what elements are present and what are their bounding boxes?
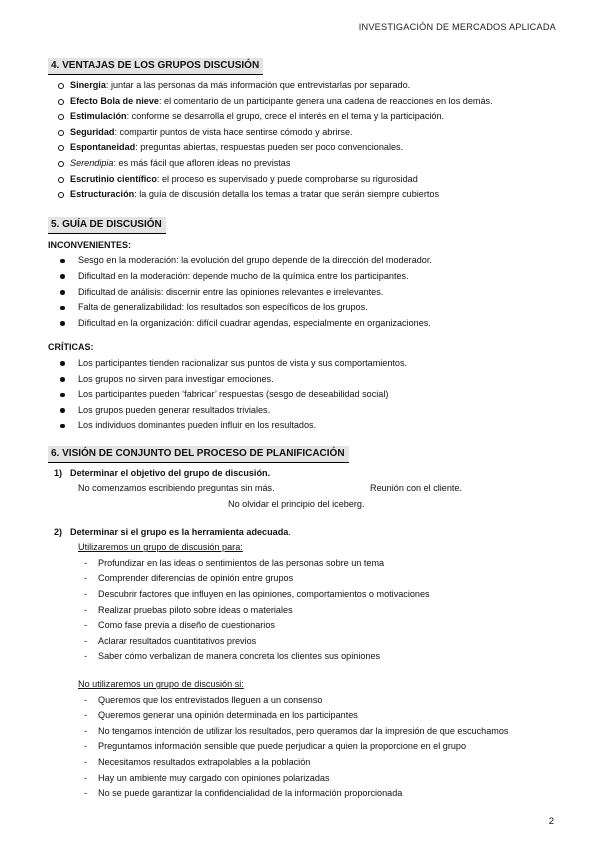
list-item: Los participantes pueden ‘fabricar’ respuestas (sesgo de deseabilidad social) bbox=[48, 387, 560, 403]
use-list bbox=[48, 556, 560, 665]
list-item: Los individuos dominantes pueden influir en los resultados. bbox=[48, 418, 560, 434]
use-title: Utilizaremos un grupo de discusión para: bbox=[78, 542, 243, 553]
nouse-title: No utilizaremos un grupo de discusión si: bbox=[78, 679, 244, 689]
inconvenientes-list bbox=[48, 253, 560, 331]
list-item: - Queremos generar una opinión determinada en los participantes bbox=[48, 708, 560, 724]
list-item: - Realizar pruebas piloto sobre ideas o materiales bbox=[48, 603, 560, 619]
section-6-title: 6. VISIÓN DE CONJUNTO DEL PROCESO DE PLANIFICACIÓN bbox=[48, 446, 349, 463]
list-item: - Descubrir factores que influyen en las opiniones, comportamientos o motivaciones bbox=[48, 587, 560, 603]
advantage-item: Escrutinio científico: el proceso es supervisado y puede comprobarse su rigurosidad bbox=[48, 172, 560, 188]
advantage-item: Serendipia: es más fácil que afloren ideas no previstas bbox=[48, 156, 560, 172]
list-item: - Como fase previa a diseño de cuestionarios bbox=[48, 618, 560, 634]
section-4-title: 4. VENTAJAS DE LOS GRUPOS DISCUSIÓN bbox=[48, 58, 263, 75]
advantage-item: Estructuración: la guía de discusión detalla los temas a tratar que serán siempre cubiertos bbox=[48, 187, 560, 203]
list-item: Sesgo en la moderación: la evolución del grupo depende de la dirección del moderador. bbox=[48, 253, 560, 269]
list-item: Los grupos no sirven para investigar emociones. bbox=[48, 372, 560, 388]
step-2-title: 2) Determinar si el grupo es la herramienta adecuada. bbox=[54, 526, 291, 537]
advantage-item: Efecto Bola de nieve: el comentario de un participante genera una cadena de reacciones en los demás. bbox=[48, 94, 560, 110]
step-1-title: 1) Determinar el objetivo del grupo de discusión. bbox=[54, 467, 271, 478]
list-item: Los participantes tienden racionalizar sus puntos de vista y sus comportamientos. bbox=[48, 356, 560, 372]
list-item: Los grupos pueden generar resultados triviales. bbox=[48, 403, 560, 419]
nouse-list bbox=[48, 693, 560, 802]
step-1-iceberg-note: No olvidar el principio del iceberg. bbox=[228, 499, 365, 510]
list-item: Dificultad en la organización: difícil cuadrar agendas, especialmente en organizaciones. bbox=[48, 316, 560, 332]
advantages-list bbox=[48, 78, 560, 203]
list-item: Dificultad de análisis: discernir entre las opiniones relevantes e irrelevantes. bbox=[48, 285, 560, 301]
list-item: - Aclarar resultados cuantitativos previos bbox=[48, 634, 560, 650]
inconvenientes-title: INCONVENIENTES: bbox=[48, 239, 132, 250]
list-item: - No tengamos intención de utilizar los resultados, pero queramos dar la impresión de que escuchamos bbox=[48, 724, 560, 740]
step-1-notes: No comenzamos escribiendo preguntas sin más. Reunión con el cliente. bbox=[78, 483, 463, 494]
list-item: Dificultad en la moderación: depende mucho de la química entre los participantes. bbox=[48, 269, 560, 285]
page-header: INVESTIGACIÓN DE MERCADOS APLICADA bbox=[358, 22, 556, 32]
advantage-item: Espontaneidad: preguntas abiertas, respuestas pueden ser poco convencionales. bbox=[48, 140, 560, 156]
document-body bbox=[48, 58, 560, 802]
advantage-item: Estimulación: conforme se desarrolla el grupo, crece el interés en el tema y la participación. bbox=[48, 109, 560, 125]
list-item: - Profundizar en las ideas o sentimientos de las personas sobre un tema bbox=[48, 556, 560, 572]
list-item: - Necesitamos resultados extrapolables a la población bbox=[48, 755, 560, 771]
advantage-item: Seguridad: compartir puntos de vista hace sentirse cómodo y abrirse. bbox=[48, 125, 560, 141]
criticas-title: CRÍTICAS: bbox=[48, 342, 94, 353]
list-item: - Queremos que los entrevistados lleguen a un consenso bbox=[48, 693, 560, 709]
criticas-list bbox=[48, 356, 560, 434]
list-item: - Saber cómo verbalizan de manera concreta los clientes sus opiniones bbox=[48, 649, 560, 665]
list-item: Falta de generalizabilidad: los resultados son específicos de los grupos. bbox=[48, 300, 560, 316]
list-item: - Hay un ambiente muy cargado con opiniones polarizadas bbox=[48, 771, 560, 787]
list-item: - Comprender diferencias de opinión entre grupos bbox=[48, 571, 560, 587]
section-5-title: 5. GUÍA DE DISCUSIÓN bbox=[48, 217, 166, 234]
list-item: - No se puede garantizar la confidencialidad de la información proporcionada bbox=[48, 786, 560, 802]
page-number: 2 bbox=[548, 816, 554, 827]
advantage-item: Sinergia: juntar a las personas da más información que entrevistarlas por separado. bbox=[48, 78, 560, 94]
list-item: - Preguntamos información sensible que puede perjudicar a quien la proporcione en el grupo bbox=[48, 739, 560, 755]
